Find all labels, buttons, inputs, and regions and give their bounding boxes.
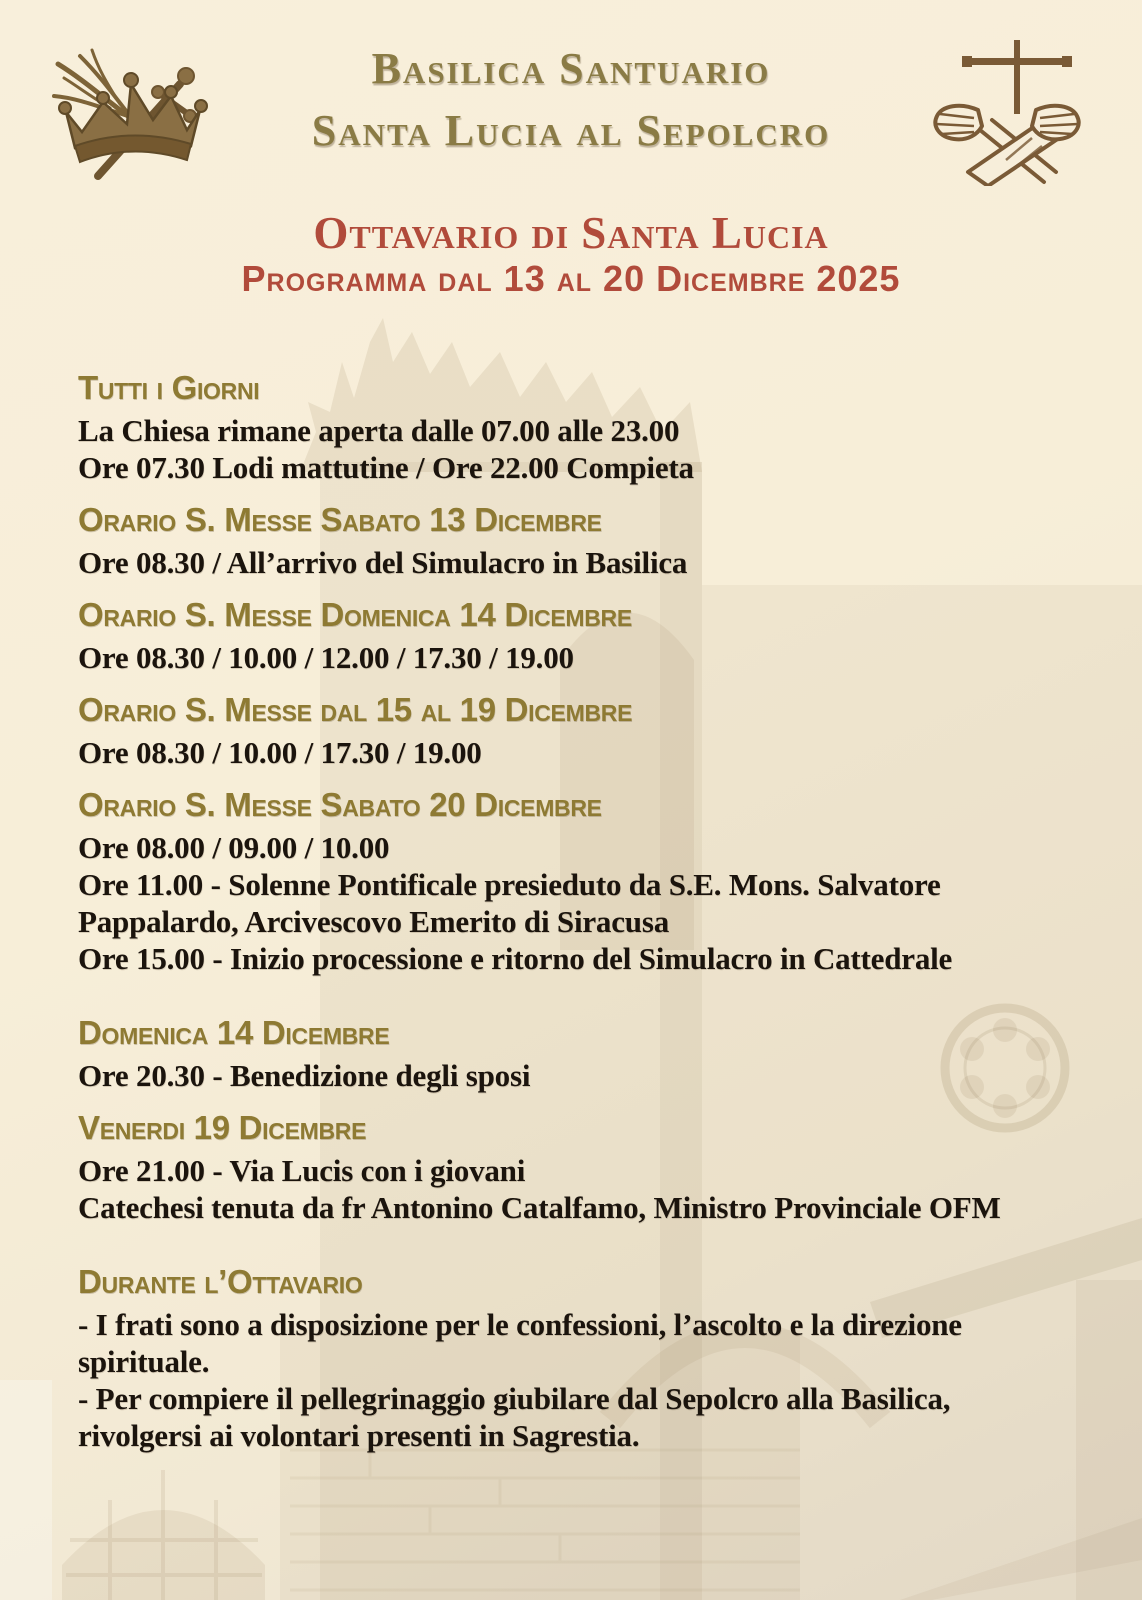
event-date-range: Programma dal 13 al 20 Dicembre 2025	[241, 258, 901, 299]
schedule-line: - I frati sono a disposizione per le confessioni, l’ascolto e la direzione	[78, 1307, 962, 1342]
schedule-line: Ore 08.30 / 10.00 / 17.30 / 19.00	[78, 735, 482, 770]
section-durante-ottavario	[78, 1263, 1122, 1454]
program-content	[78, 369, 1122, 1454]
schedule-line: Ore 08.30 / All’arrivo del Simulacro in Basilica	[78, 545, 688, 580]
schedule-line: Ore 07.30 Lodi mattutine / Ore 22.00 Compieta	[78, 450, 694, 485]
schedule-line: Pappalardo, Arcivescovo Emerito di Siracusa	[78, 904, 669, 939]
section-venerdi-19	[78, 1109, 1122, 1226]
crown-palm-dagger-icon	[40, 34, 230, 186]
event-subtitle	[0, 208, 1142, 300]
franciscan-cross-crossed-arms-icon	[912, 34, 1102, 186]
section-domenica-14	[78, 1014, 1122, 1094]
schedule-line: Ore 11.00 - Solenne Pontificale presieduto da S.E. Mons. Salvatore	[78, 867, 941, 902]
schedule-line: Ore 08.30 / 10.00 / 12.00 / 17.30 / 19.00	[78, 640, 574, 675]
schedule-line: rivolgersi ai volontari presenti in Sagrestia.	[78, 1418, 640, 1453]
section-heading: Durante l’Ottavario	[78, 1263, 363, 1300]
section-heading: Venerdi 19 Dicembre	[78, 1109, 367, 1146]
event-title: Ottavario di Santa Lucia	[313, 208, 829, 258]
title-block	[230, 38, 912, 162]
page-title-line2: Santa Lucia al Sepolcro	[311, 106, 831, 155]
header	[40, 34, 1102, 186]
section-heading: Tutti i Giorni	[78, 369, 260, 406]
section-messe-domenica-14	[78, 596, 1122, 676]
section-tutti-i-giorni	[78, 369, 1122, 486]
section-messe-sabato-20	[78, 786, 1122, 977]
section-heading: Orario S. Messe Sabato 20 Dicembre	[78, 786, 602, 823]
schedule-line: Ore 21.00 - Via Lucis con i giovani	[78, 1153, 526, 1188]
schedule-line: Ore 20.30 - Benedizione degli sposi	[78, 1058, 531, 1093]
section-heading: Orario S. Messe dal 15 al 19 Dicembre	[78, 691, 633, 728]
schedule-line: Ore 08.00 / 09.00 / 10.00	[78, 830, 390, 865]
section-messe-sabato-13	[78, 501, 1122, 581]
section-heading: Domenica 14 Dicembre	[78, 1014, 390, 1051]
schedule-line: - Per compiere il pellegrinaggio giubilare dal Sepolcro alla Basilica,	[78, 1381, 951, 1416]
schedule-line: spirituale.	[78, 1344, 210, 1379]
schedule-line: La Chiesa rimane aperta dalle 07.00 alle 23.00	[78, 413, 680, 448]
schedule-line: Ore 15.00 - Inizio processione e ritorno del Simulacro in Cattedrale	[78, 941, 953, 976]
page-title-line1: Basilica Santuario	[371, 44, 771, 93]
section-heading: Orario S. Messe Domenica 14 Dicembre	[78, 596, 632, 633]
section-messe-15-19	[78, 691, 1122, 771]
section-heading: Orario S. Messe Sabato 13 Dicembre	[78, 501, 602, 538]
schedule-line: Catechesi tenuta da fr Antonino Catalfamo, Ministro Provinciale OFM	[78, 1190, 1001, 1225]
